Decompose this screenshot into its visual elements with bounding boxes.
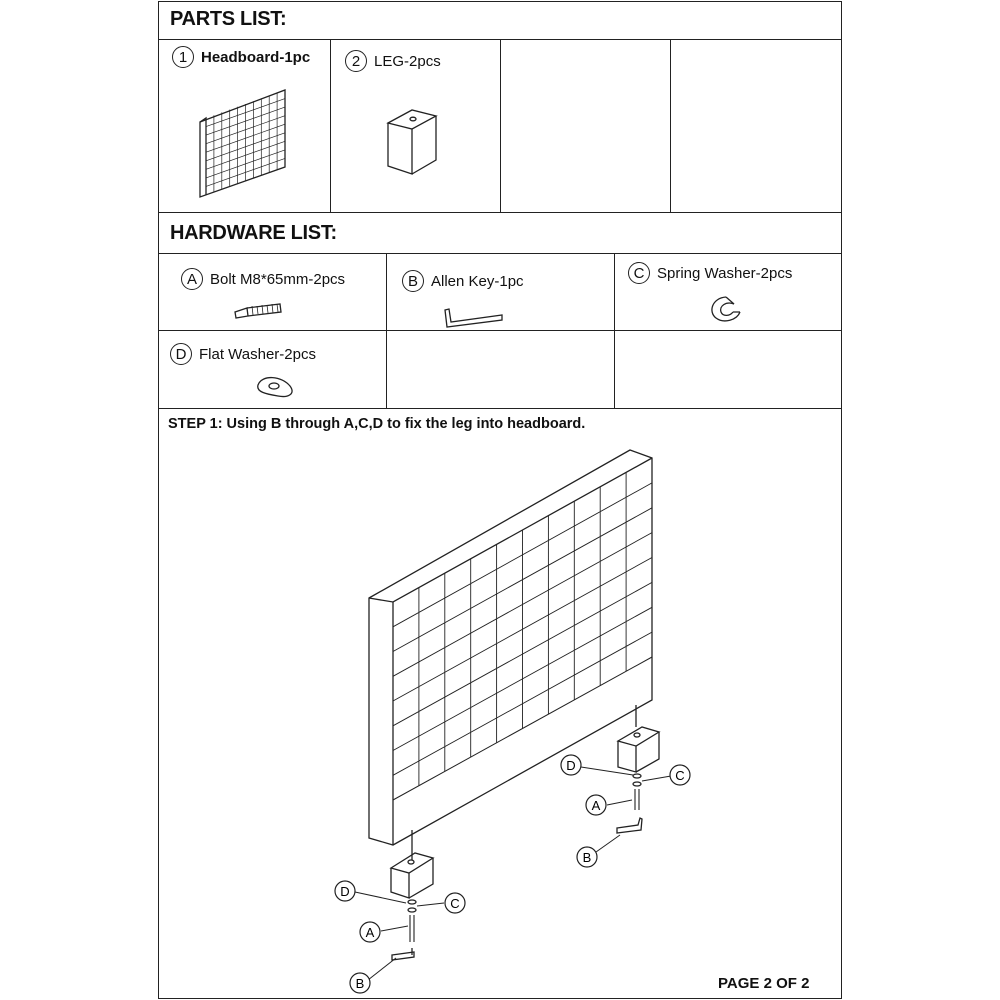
part-number-badge: 2 bbox=[345, 50, 367, 72]
allen-key-icon bbox=[445, 309, 502, 327]
callout-c-left bbox=[445, 893, 465, 913]
headboard-assembly-illustration bbox=[369, 450, 652, 860]
callout-label: D bbox=[340, 884, 350, 899]
callout-leaders bbox=[355, 767, 671, 980]
left-leg-hardware-illustration bbox=[391, 853, 433, 960]
parts-list-title: PARTS LIST: bbox=[170, 8, 287, 30]
part-label: Headboard-1pc bbox=[201, 48, 311, 66]
spring-washer-icon bbox=[712, 297, 740, 321]
callout-label: B bbox=[355, 976, 365, 991]
hardware-label: Allen Key-1pc bbox=[431, 272, 524, 290]
part-number-badge: 1 bbox=[172, 46, 194, 68]
page-number: PAGE 2 OF 2 bbox=[718, 975, 810, 992]
callout-a-right bbox=[586, 795, 606, 815]
hardware-label: Spring Washer-2pcs bbox=[657, 264, 793, 282]
hardware-letter-badge: A bbox=[181, 268, 203, 290]
hardware-list-title: HARDWARE LIST: bbox=[170, 222, 337, 244]
callout-b-left bbox=[350, 973, 370, 993]
flat-washer-icon bbox=[258, 378, 292, 397]
callout-label: C bbox=[675, 768, 685, 783]
step-instruction: STEP 1: Using B through A,C,D to fix the leg into headboard. bbox=[168, 416, 586, 432]
callout-b-right bbox=[577, 847, 597, 867]
callout-d-right bbox=[561, 755, 581, 775]
callout-label: D bbox=[566, 758, 576, 773]
bolt-icon bbox=[235, 304, 281, 318]
hardware-label: Flat Washer-2pcs bbox=[199, 345, 316, 363]
leg-block-icon bbox=[388, 110, 436, 174]
hardware-letter-badge: B bbox=[402, 270, 424, 292]
hardware-label: Bolt M8*65mm-2pcs bbox=[210, 270, 346, 288]
right-leg-hardware-illustration bbox=[617, 727, 659, 833]
callout-label: B bbox=[582, 850, 592, 865]
headboard-thumbnail-icon bbox=[200, 90, 285, 197]
hardware-letter-badge: D bbox=[170, 343, 192, 365]
callout-label: A bbox=[365, 925, 375, 940]
callout-label: C bbox=[450, 896, 460, 911]
callout-c-right bbox=[670, 765, 690, 785]
callout-label: A bbox=[591, 798, 601, 813]
callout-a-left bbox=[360, 922, 380, 942]
callout-d-left bbox=[335, 881, 355, 901]
hardware-letter-badge: C bbox=[628, 262, 650, 284]
part-label: LEG-2pcs bbox=[374, 52, 441, 70]
